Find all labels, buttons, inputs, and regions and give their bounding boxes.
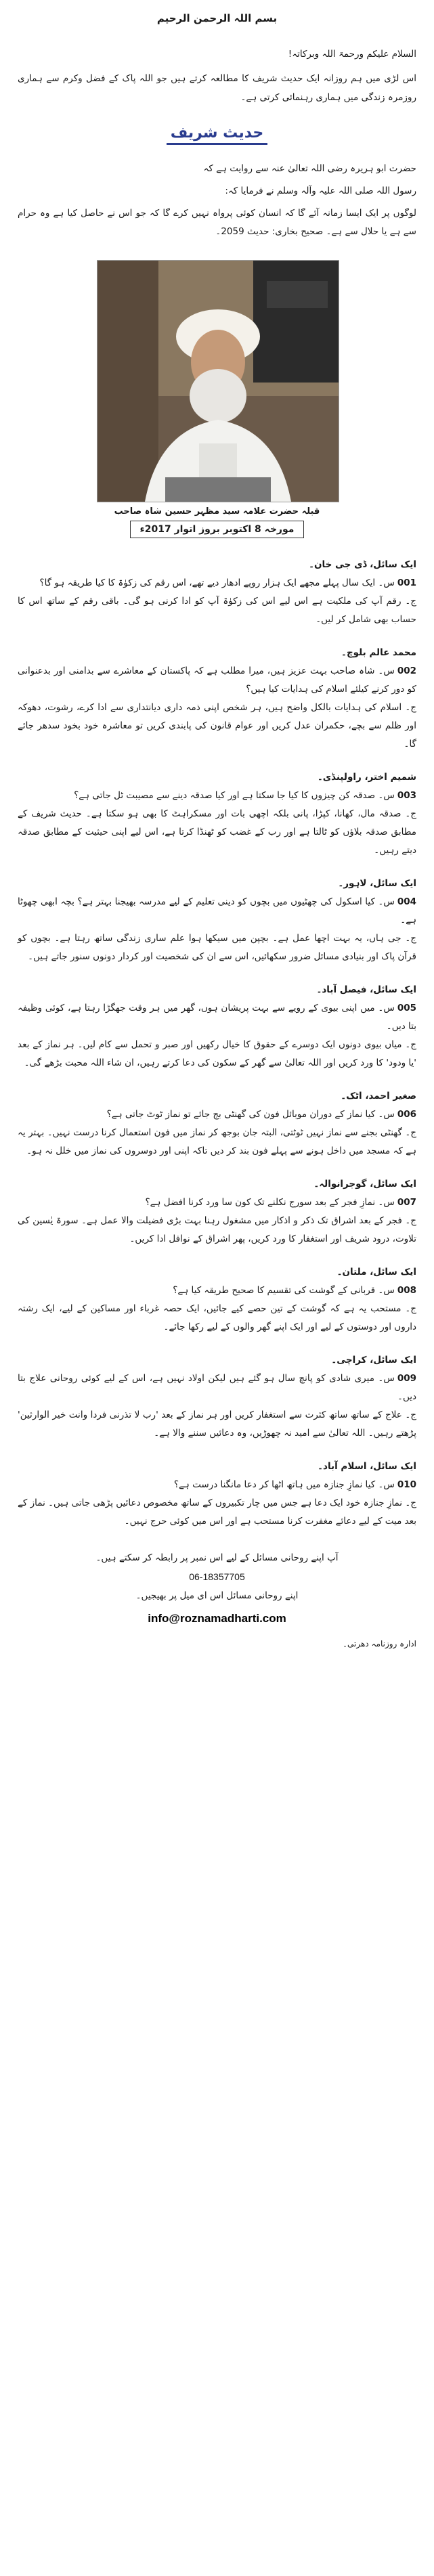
greeting-intro: اس لڑی میں ہم روزانہ ایک حدیث شریف کا مطالعہ کرتے ہیں جو اللہ پاک کے فضل وکرم سے ہماری روزمرہ زندگی میں ہماری رہنمائی کرتی ہے۔: [18, 73, 416, 103]
qa-item: [18, 644, 416, 754]
footer-phone: 06-18357705: [189, 1571, 245, 1582]
qa-answer: ج۔ نمازِ جنازہ خود ایک دعا ہے جس میں چار تکبیروں کے ساتھ مخصوص دعائیں پڑھی جاتی ہیں۔ نماز کے بعد میت کے لیے دعائے مغفرت کرنا مستحب ہے اور اس میں کوئی حرج نہیں۔: [18, 1498, 416, 1527]
scholar-photo-block: [97, 260, 338, 538]
qa-number: 003: [397, 790, 416, 801]
qa-number: 001: [397, 577, 416, 588]
qa-question: [18, 999, 416, 1036]
qa-asker: ایک سائل، کراچی۔: [331, 1355, 416, 1366]
footer-email-link[interactable]: info@roznamadharti.com: [148, 1612, 286, 1625]
qa-answer: ج۔ میاں بیوی دونوں ایک دوسرے کے حقوق کا خیال رکھیں اور صبر و تحمل سے کام لیں۔ ہر نماز کے بعد 'یا ودود' کا ورد کریں اور اللہ تعالیٰ سے گھر کے سکون کی دعا کرتے رہیں، ان شاء اللہ محبت بڑھے گی۔: [18, 1039, 416, 1068]
qa-answer: ج۔ اسلام کی ہدایات بالکل واضح ہیں، ہر شخص اپنی ذمہ داری دیانتداری سے ادا کرے، رشوت، دھوکہ اور ظلم سے بچے، حکمران عدل کریں اور عوام قانون کی پابندی کریں تو معاشرہ خود بخود سدھر جائے گا۔: [18, 702, 416, 749]
qa-section: [18, 556, 416, 1531]
qa-item: [18, 1087, 416, 1160]
qa-item: [18, 1458, 416, 1531]
qa-item: [18, 981, 416, 1072]
qa-asker: ایک سائل، گوجرانوالہ۔: [313, 1179, 416, 1189]
qa-number: 004: [397, 896, 416, 907]
qa-item: [18, 1175, 416, 1248]
footer: [18, 1548, 416, 1628]
qa-question-text: س۔ کیا اسکول کی چھٹیوں میں بچوں کو دینی تعلیم کے لیے مدرسہ بھیجنا بہتر ہے؟ بچہ ابھی چھوٹا ہے۔: [18, 896, 416, 925]
qa-answer: ج۔ رقم آپ کی ملکیت ہے اس لیے اس کی زکوٰۃ آپ کو ادا کرنی ہو گی۔ باقی رقم کے ساتھ اس کا حساب بھی شامل کر لیں۔: [18, 596, 416, 625]
footer-credit: ادارہ روزنامہ دھرتی۔: [343, 1639, 416, 1649]
qa-number: 008: [397, 1285, 416, 1296]
qa-question: [18, 1476, 416, 1494]
qa-question-text: س۔ ایک سال پہلے مجھے ایک ہزار روپے ادھار دیے تھے، اس رقم کی زکوٰۃ کا کیا طریقہ ہو گا؟: [39, 577, 395, 588]
qa-answer: ج۔ علاج کے ساتھ ساتھ کثرت سے استغفار کریں اور ہر نماز کے بعد 'رب لا تذرنی فردا وانت خیر الوارثین' پڑھتے رہیں۔ اللہ تعالیٰ سے امید نہ چھوڑیں، وہ دعائیں سننے والا ہے۔: [18, 1410, 416, 1439]
qa-answer: ج۔ گھنٹی بجنے سے نماز نہیں ٹوٹتی، البتہ جان بوجھ کر نماز میں فون استعمال کرنا درست نہیں۔ بہتر یہ ہے کہ مسجد میں داخل ہونے سے پہلے فون بند کر دیں تاکہ اپنی اور دوسروں کی نماز میں خلل نہ ہو۔: [18, 1127, 416, 1156]
qa-asker: محمد عالم بلوچ۔: [341, 647, 416, 658]
qa-number: 009: [397, 1373, 416, 1384]
qa-item: [18, 1263, 416, 1336]
hadith-attribution: رسول اللہ صلی اللہ علیہ وآلہ وسلم نے فرمایا کہ:: [225, 185, 416, 196]
qa-number: 006: [397, 1109, 416, 1120]
qa-question-text: س۔ صدقہ کن چیزوں کا کیا جا سکتا ہے اور کیا صدقہ دینے سے مصیبت ٹل جاتی ہے؟: [74, 790, 395, 801]
qa-question: [18, 893, 416, 930]
qa-asker: ایک سائل، ملتان۔: [337, 1267, 416, 1278]
qa-number: 010: [397, 1479, 416, 1490]
qa-question: [18, 1106, 416, 1124]
footer-intro: آپ اپنے روحانی مسائل کے لیے اس نمبر پر رابطہ کر سکتے ہیں۔: [95, 1552, 339, 1563]
qa-question-text: س۔ کیا نمازِ جنازہ میں ہاتھ اٹھا کر دعا مانگنا درست ہے؟: [173, 1479, 395, 1490]
qa-number: 002: [397, 665, 416, 676]
scholar-photo: [97, 260, 339, 502]
qa-question: [18, 574, 416, 592]
qa-item: [18, 875, 416, 966]
section-heading: حدیث شریف: [167, 122, 268, 145]
qa-question: [18, 662, 416, 699]
qa-answer: ج۔ جی ہاں، یہ بہت اچھا عمل ہے۔ بچپن میں سیکھا ہوا علم ساری زندگی ساتھ رہتا ہے۔ بچوں کو قرآن پاک اور بنیادی مسائل ضرور سکھائیں، اس سے ان کی شخصیت اور کردار دونوں سنور جاتے ہیں۔: [18, 933, 416, 962]
qa-asker: شمیم اختر، راولپنڈی۔: [317, 772, 416, 783]
photo-date: مورخہ 8 اکتوبر بروز اتوار 2017ء: [130, 521, 305, 538]
qa-asker: صغیر احمد، اٹک۔: [341, 1091, 416, 1101]
basmala: بسم اللہ الرحمن الرحیم: [156, 12, 278, 24]
section-heading-wrap: [18, 122, 416, 145]
footer-email-label: اپنے روحانی مسائل اس ای میل پر بھیجیں۔: [135, 1590, 299, 1601]
qa-answer: ج۔ مستحب یہ ہے کہ گوشت کے تین حصے کیے جائیں، ایک حصہ غرباء اور مساکین کے لیے، ایک رشتہ داروں اور دوستوں کے لیے اور ایک اپنے گھر والوں کے لیے رکھا جائے۔: [18, 1303, 416, 1332]
qa-asker: ایک سائل، اسلام آباد۔: [318, 1461, 416, 1472]
qa-item: [18, 556, 416, 629]
qa-answer: ج۔ فجر کے بعد اشراق تک ذکر و اذکار میں مشغول رہنا بہت بڑی فضیلت والا عمل ہے۔ سورۃ یٰسین کی تلاوت، درود شریف اور استغفار کا ورد کریں، پھر اشراق کے نوافل ادا کریں۔: [18, 1215, 416, 1244]
qa-question-text: س۔ کیا نماز کے دوران موبائل فون کی گھنٹی بج جائے تو نماز ٹوٹ جاتی ہے؟: [106, 1109, 395, 1120]
qa-question-text: س۔ میں اپنی بیوی کے رویے سے بہت پریشان ہوں، گھر میں ہر وقت جھگڑا رہتا ہے، کوئی وظیفہ بتا دیں۔: [18, 1003, 416, 1032]
qa-number: 007: [397, 1197, 416, 1208]
qa-item: [18, 768, 416, 860]
hadith-text: لوگوں پر ایک ایسا زمانہ آئے گا کہ انسان کوئی پرواہ نہیں کرے گا کہ جو اس نے حاصل کیا ہے وہ حرام سے ہے یا حلال سے ہے۔ صحیح بخاری: حدیث 2059۔: [18, 208, 416, 237]
qa-asker: ایک سائل، ڈی جی خان۔: [309, 559, 416, 570]
qa-asker: ایک سائل، فیصل آباد۔: [316, 984, 416, 995]
photo-caption: قبلہ حضرت علامہ سید مظہر حسین شاہ صاحب: [114, 506, 320, 517]
qa-question: [18, 1370, 416, 1406]
qa-question: [18, 1282, 416, 1300]
qa-question: [18, 787, 416, 805]
qa-item: [18, 1351, 416, 1443]
qa-number: 005: [397, 1003, 416, 1013]
qa-question-text: س۔ میری شادی کو پانچ سال ہو گئے ہیں لیکن اولاد نہیں ہے، اس کے لیے کوئی روحانی علاج بتا دیں۔: [18, 1373, 416, 1402]
qa-asker: ایک سائل، لاہور۔: [338, 878, 416, 889]
hadith-narrator: حضرت ابو ہریرہ رضی اللہ تعالیٰ عنہ سے روایت ہے کہ: [203, 163, 416, 174]
qa-question-text: س۔ نمازِ فجر کے بعد سورج نکلنے تک کون سا ورد کرنا افضل ہے؟: [145, 1197, 395, 1208]
qa-answer: ج۔ صدقہ مال، کھانا، کپڑا، پانی بلکہ اچھی بات اور مسکراہٹ کا بھی ہو سکتا ہے۔ حدیث شریف کے مطابق صدقہ بلاؤں کو ٹالتا ہے اور رب کے غضب کو ٹھنڈا کرتا ہے، اس لیے اپنی حیثیت کے مطابق صدقہ دیتے رہیں۔: [18, 808, 416, 856]
qa-question: [18, 1194, 416, 1212]
qa-question-text: س۔ قربانی کے گوشت کی تقسیم کا صحیح طریقہ کیا ہے؟: [173, 1285, 395, 1296]
greeting-salam: السلام علیکم ورحمۃ اللہ وبرکاتہ!: [288, 49, 416, 60]
qa-question-text: س۔ شاہ صاحب بہت عزیز ہیں، میرا مطلب ہے کہ پاکستان کے معاشرے سے بدامنی اور بدعنوانی کو دور کرنے کیلئے اسلام کی ہدایات کیا ہیں؟: [18, 665, 416, 695]
